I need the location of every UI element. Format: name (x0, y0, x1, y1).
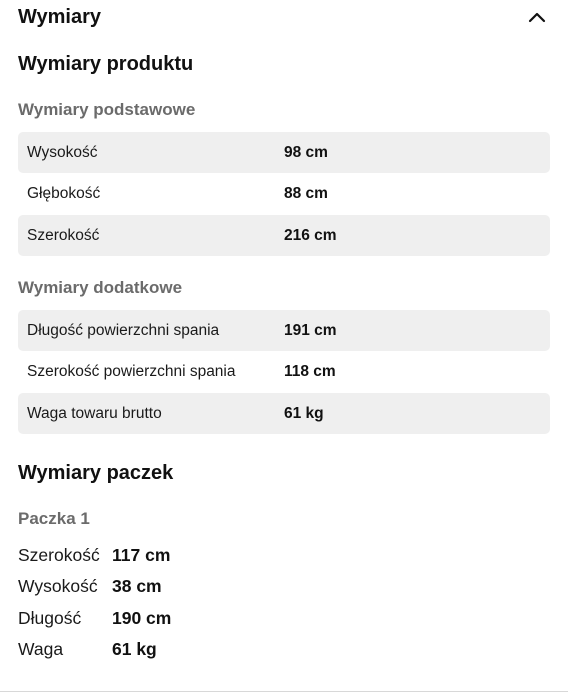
list-item (18, 540, 171, 571)
basic-dimensions-title: Wymiary podstawowe (18, 100, 196, 119)
package-row-value: 61 kg (112, 639, 157, 660)
additional-dimensions-title: Wymiary dodatkowe (18, 278, 183, 297)
table-row (18, 215, 550, 256)
package-row-label: Wysokość (18, 576, 98, 597)
row-value: 61 kg (284, 404, 324, 422)
basic-dimensions-table (18, 132, 550, 257)
package-title: Paczka 1 (18, 509, 90, 528)
additional-dimensions-table (18, 310, 550, 435)
row-value: 191 cm (284, 321, 337, 339)
dimensions-section-header[interactable] (18, 0, 550, 34)
package-row-value: 117 cm (112, 545, 171, 566)
package-row-label: Waga (18, 639, 64, 660)
row-label: Waga towaru brutto (27, 404, 162, 422)
section-title: Wymiary (18, 5, 102, 28)
row-label: Wysokość (27, 143, 98, 161)
table-row (18, 174, 550, 215)
chevron-up-icon[interactable] (524, 4, 550, 30)
row-label: Szerokość (27, 226, 100, 244)
row-value: 118 cm (284, 363, 336, 380)
table-row (18, 132, 550, 173)
row-label: Szerokość powierzchni spania (27, 363, 236, 380)
package-dimensions-title: Wymiary paczek (18, 462, 174, 484)
package-dimensions-list (18, 540, 171, 665)
product-dimensions-title: Wymiary produktu (18, 53, 194, 75)
row-value: 98 cm (284, 143, 328, 161)
divider (0, 691, 568, 692)
package-row-label: Długość (18, 607, 82, 628)
package-row-label: Szerokość (18, 545, 100, 566)
row-label: Długość powierzchni spania (27, 321, 220, 339)
table-row (18, 393, 550, 434)
list-item (18, 603, 171, 634)
row-value: 216 cm (284, 226, 337, 244)
table-row (18, 310, 550, 351)
table-row (18, 352, 550, 393)
row-label: Głębokość (27, 185, 101, 202)
list-item (18, 571, 171, 602)
list-item (18, 634, 171, 665)
row-value: 88 cm (284, 185, 328, 202)
package-row-value: 190 cm (112, 607, 172, 628)
package-row-value: 38 cm (112, 576, 162, 597)
